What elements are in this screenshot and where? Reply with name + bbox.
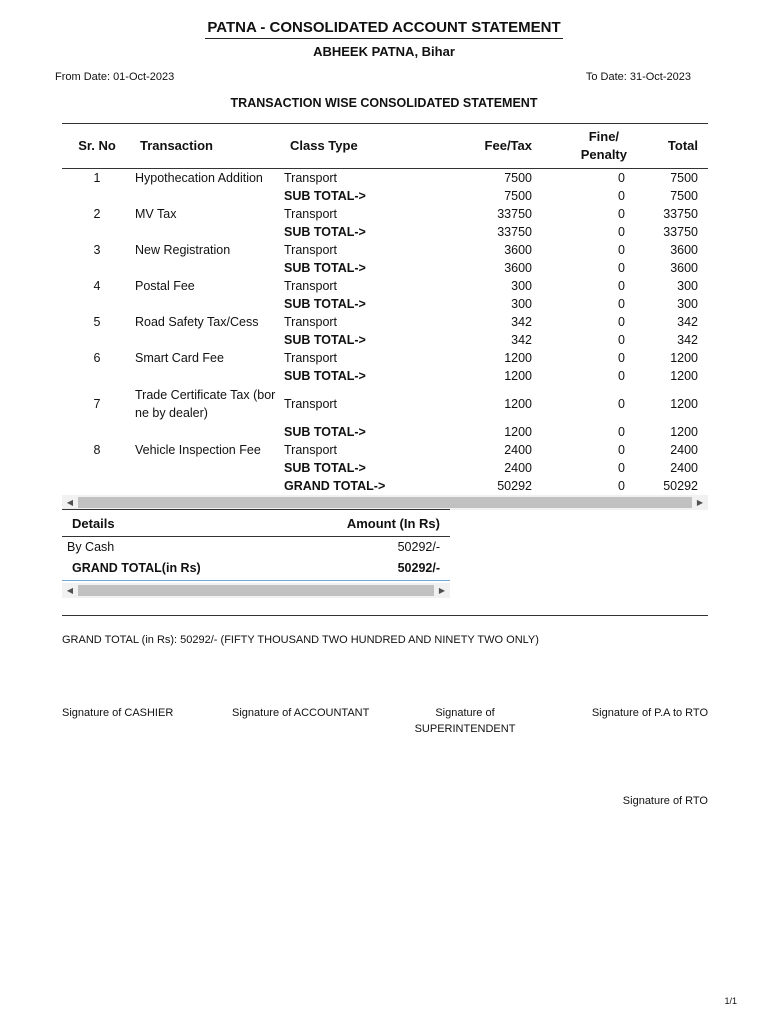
row-total: 33750 (663, 206, 698, 221)
row-class-type: SUB TOTAL-> (284, 224, 366, 239)
row-total: 1200 (670, 350, 698, 365)
scrollbar-thumb[interactable] (78, 585, 434, 596)
row-sr-no (62, 223, 132, 241)
transaction-table-container (62, 123, 708, 510)
payment-table-header (62, 510, 450, 537)
payment-table (62, 509, 450, 581)
row-class-type: Transport (284, 314, 338, 329)
row-fee-tax: 2400 (504, 460, 532, 475)
row-class-type: Transport (284, 350, 338, 365)
signature-pa-to-rto: Signature of P.A to RTO (591, 707, 708, 719)
row-fine: 0 (618, 206, 625, 221)
row-total: 300 (677, 296, 698, 311)
table-row (62, 169, 708, 187)
page-title-text: PATNA - CONSOLIDATED ACCOUNT STATEMENT (205, 19, 562, 39)
signature-cashier: Signature of CASHIER (62, 707, 174, 719)
payment-row (62, 537, 450, 557)
row-fine: 0 (618, 478, 625, 493)
row-class-type: SUB TOTAL-> (284, 260, 366, 275)
transaction-rows (62, 169, 708, 495)
row-fee-tax: 3600 (504, 242, 532, 257)
payment-table-container (62, 509, 450, 598)
payment-grand-total-row (62, 557, 450, 581)
signature-accountant: Signature of ACCOUNTANT (232, 707, 370, 719)
row-sr-no (62, 423, 132, 441)
col-fine-line2: Penalty (580, 147, 627, 162)
row-fine: 0 (618, 278, 625, 293)
row-fine: 0 (618, 460, 625, 475)
row-sr-no (62, 259, 132, 277)
row-total: 2400 (670, 460, 698, 475)
page-number: 1/1 (724, 996, 737, 1006)
row-total: 342 (677, 332, 698, 347)
transaction-table-header (62, 124, 708, 169)
row-fine: 0 (618, 260, 625, 275)
row-fine: 0 (618, 396, 625, 411)
row-fine: 0 (618, 424, 625, 439)
row-total: 33750 (663, 224, 698, 239)
col-sr-no: Sr. No (62, 124, 132, 169)
row-class-type: Transport (284, 206, 338, 221)
row-sr-no (62, 367, 132, 385)
row-sr-no (62, 331, 132, 349)
table-row (62, 313, 708, 331)
row-transaction (132, 459, 282, 477)
row-class-type: Transport (284, 396, 338, 411)
row-fine: 0 (618, 170, 625, 185)
row-fine: 0 (618, 242, 625, 257)
to-date: To Date: 31-Oct-2023 (585, 71, 691, 83)
row-transaction (132, 187, 282, 205)
row-class-type: SUB TOTAL-> (284, 332, 366, 347)
transaction-table-scrollbar[interactable] (62, 495, 708, 510)
table-row (62, 277, 708, 295)
col-class-type: Class Type (282, 124, 442, 169)
table-row (62, 331, 708, 349)
row-transaction: Vehicle Inspection Fee (135, 442, 261, 457)
col-fine-penalty (532, 124, 627, 169)
row-sr-no (62, 477, 132, 495)
scroll-right-icon[interactable]: ▶ (438, 586, 446, 595)
row-sr-no: 7 (93, 396, 101, 411)
row-fee-tax: 2400 (504, 442, 532, 457)
row-fee-tax: 342 (511, 332, 532, 347)
row-fine: 0 (618, 368, 625, 383)
section-divider (62, 615, 708, 616)
row-total: 2400 (670, 442, 698, 457)
scrollbar-thumb[interactable] (78, 497, 692, 508)
row-total: 7500 (670, 188, 698, 203)
grand-total-in-words: GRAND TOTAL (in Rs): 50292/- (FIFTY THOUSAND TWO HUNDRED AND NINETY TWO ONLY) (62, 634, 539, 646)
table-row (62, 441, 708, 459)
row-transaction: MV Tax (135, 206, 177, 221)
col-total: Total (627, 124, 708, 169)
from-date: From Date: 01-Oct-2023 (55, 71, 175, 83)
row-transaction (132, 223, 282, 241)
table-row (62, 477, 708, 495)
row-class-type: SUB TOTAL-> (284, 188, 366, 203)
row-class-type: Transport (284, 242, 338, 257)
col-fee-tax: Fee/Tax (442, 124, 532, 169)
table-row (62, 187, 708, 205)
col-fine-line1: Fine/ (588, 129, 620, 144)
row-sr-no: 1 (93, 170, 101, 185)
row-fine: 0 (618, 296, 625, 311)
payment-grand-total-label: GRAND TOTAL(in Rs) (62, 557, 285, 581)
row-transaction (132, 423, 282, 441)
row-transaction: Road Safety Tax/Cess (135, 314, 259, 329)
table-row (62, 385, 708, 423)
transaction-table (62, 123, 708, 495)
page-title (0, 19, 768, 39)
row-transaction (132, 367, 282, 385)
row-transaction: Trade Certificate Tax (borne by dealer) (135, 387, 276, 420)
signature-rto: Signature of RTO (622, 795, 708, 807)
scroll-left-icon[interactable]: ◀ (66, 586, 74, 595)
payment-table-scrollbar[interactable] (62, 583, 450, 598)
row-transaction (132, 331, 282, 349)
row-fee-tax: 1200 (504, 368, 532, 383)
row-class-type: SUB TOTAL-> (284, 296, 366, 311)
row-fine: 0 (618, 224, 625, 239)
row-class-type: Transport (284, 170, 338, 185)
row-fee-tax: 7500 (504, 188, 532, 203)
row-sr-no: 6 (93, 350, 101, 365)
row-fee-tax: 3600 (504, 260, 532, 275)
table-row (62, 349, 708, 367)
row-fee-tax: 7500 (504, 170, 532, 185)
row-fine: 0 (618, 188, 625, 203)
row-fine: 0 (618, 332, 625, 347)
row-sr-no (62, 187, 132, 205)
row-fee-tax: 50292 (497, 478, 532, 493)
row-sr-no (62, 459, 132, 477)
table-row (62, 205, 708, 223)
row-fee-tax: 1200 (504, 350, 532, 365)
table-row (62, 459, 708, 477)
row-fee-tax: 33750 (497, 224, 532, 239)
row-total: 1200 (670, 368, 698, 383)
row-class-type: Transport (284, 442, 338, 457)
row-class-type: SUB TOTAL-> (284, 460, 366, 475)
row-total: 50292 (663, 478, 698, 493)
row-total: 3600 (670, 242, 698, 257)
row-transaction: Postal Fee (135, 278, 195, 293)
row-fine: 0 (618, 442, 625, 457)
payment-amount: 50292/- (397, 539, 440, 554)
row-transaction: New Registration (135, 242, 231, 257)
office-name: ABHEEK PATNA, Bihar (313, 44, 455, 59)
row-transaction (132, 477, 282, 495)
table-row (62, 295, 708, 313)
row-transaction: Smart Card Fee (135, 350, 224, 365)
row-sr-no: 3 (93, 242, 101, 257)
table-row (62, 423, 708, 441)
row-fee-tax: 33750 (497, 206, 532, 221)
section-title: TRANSACTION WISE CONSOLIDATED STATEMENT (230, 96, 538, 110)
row-transaction (132, 259, 282, 277)
scroll-right-icon[interactable]: ▶ (696, 497, 704, 507)
payment-mode: By Cash (67, 539, 115, 554)
row-fee-tax: 300 (511, 296, 532, 311)
row-sr-no: 8 (93, 442, 101, 457)
table-row (62, 367, 708, 385)
row-total: 1200 (670, 396, 698, 411)
row-total: 342 (677, 314, 698, 329)
row-sr-no: 4 (93, 278, 101, 293)
row-transaction (132, 295, 282, 313)
table-row (62, 241, 708, 259)
row-fine: 0 (618, 350, 625, 365)
signature-superintendent-line1: Signature of (435, 707, 495, 719)
row-fine: 0 (618, 314, 625, 329)
row-sr-no: 2 (93, 206, 101, 221)
row-sr-no (62, 295, 132, 313)
row-total: 300 (677, 278, 698, 293)
row-total: 7500 (670, 170, 698, 185)
row-total: 1200 (670, 424, 698, 439)
row-transaction: Hypothecation Addition (135, 170, 263, 185)
row-fee-tax: 1200 (504, 424, 532, 439)
row-total: 3600 (670, 260, 698, 275)
signature-superintendent-line2: SUPERINTENDENT (414, 723, 516, 735)
row-fee-tax: 1200 (504, 396, 532, 411)
col-details: Details (62, 510, 285, 537)
row-class-type: GRAND TOTAL-> (284, 478, 386, 493)
row-class-type: SUB TOTAL-> (284, 424, 366, 439)
row-class-type: Transport (284, 278, 338, 293)
row-fee-tax: 300 (511, 278, 532, 293)
payment-grand-total-amount: 50292/- (285, 557, 451, 581)
col-transaction: Transaction (132, 124, 282, 169)
row-sr-no: 5 (93, 314, 101, 329)
scroll-left-icon[interactable]: ◀ (66, 497, 74, 507)
col-amount: Amount (In Rs) (285, 510, 451, 537)
table-row (62, 223, 708, 241)
row-class-type: SUB TOTAL-> (284, 368, 366, 383)
table-row (62, 259, 708, 277)
signature-superintendent (395, 705, 535, 737)
row-fee-tax: 342 (511, 314, 532, 329)
